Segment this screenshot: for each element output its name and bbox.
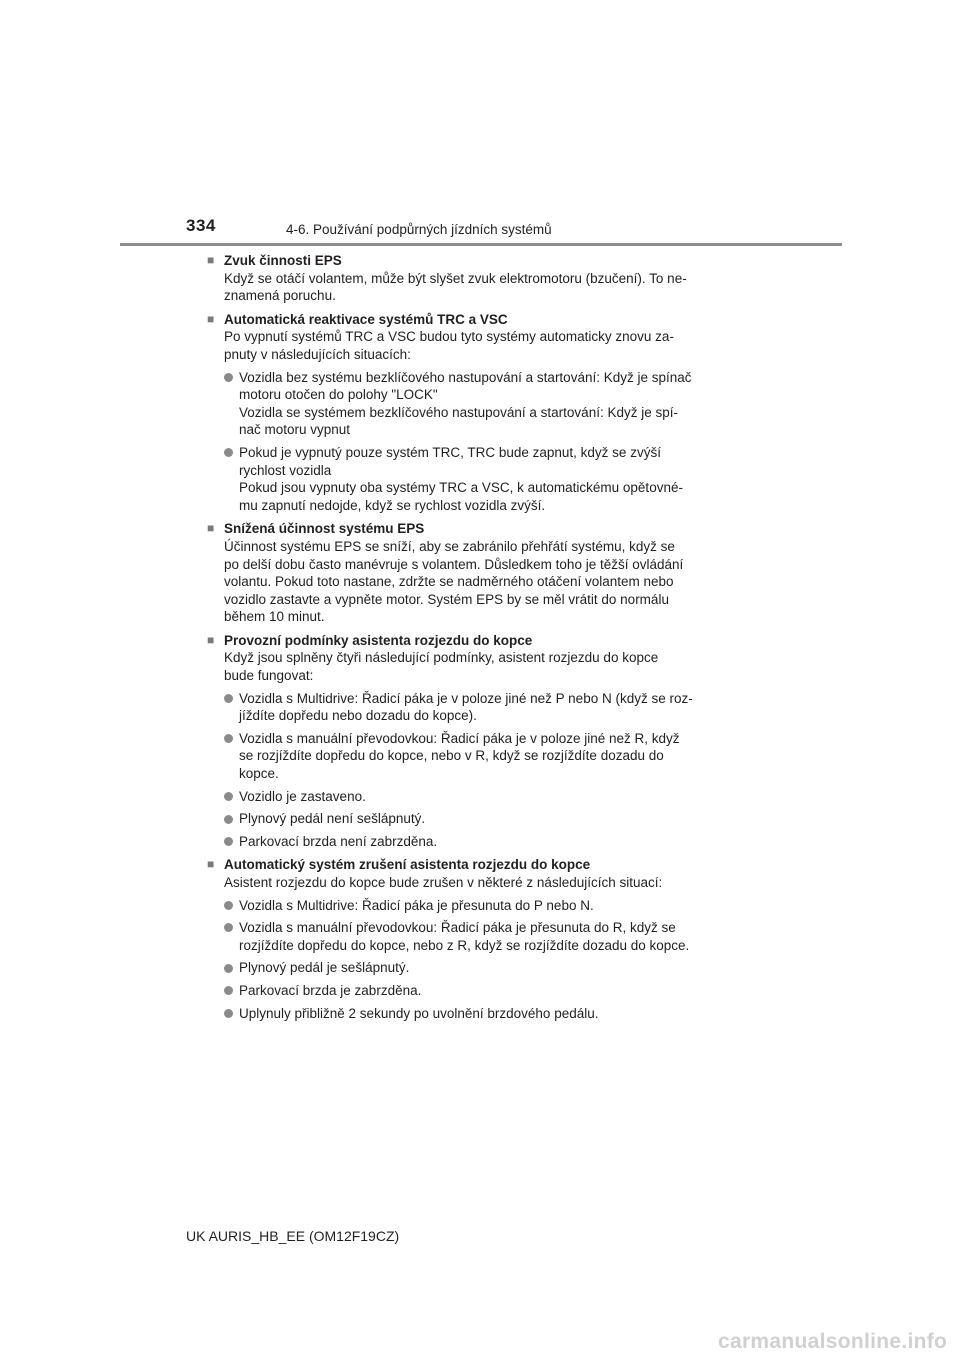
section-paragraph: Když se otáčí volantem, může být slyšet zvuk elektromotoru (bzučení). To ne- znamená poruchu. — [224, 270, 687, 304]
section-heading — [207, 520, 754, 538]
circle-bullet-icon — [224, 919, 235, 937]
section-heading — [207, 632, 754, 650]
square-bullet-icon: ■ — [207, 253, 215, 267]
section-body — [207, 874, 754, 1022]
list-item — [224, 833, 754, 851]
circle-bullet-icon — [224, 897, 235, 915]
section-body — [207, 538, 754, 626]
list-item-text: Uplynuly přibližně 2 sekundy po uvolnění brzdového pedálu. — [239, 1005, 599, 1021]
list-item-text: Vozidla s Multidrive: Řadicí páka je v poloze jiné než P nebo N (když se roz- jíždíte dopředu nebo dozadu do kopce). — [239, 690, 693, 724]
square-bullet-icon: ■ — [207, 857, 215, 872]
section-body — [207, 270, 754, 305]
list-item — [224, 690, 754, 725]
list-item — [224, 982, 754, 1000]
circle-bullet-icon — [224, 1005, 235, 1023]
manual-code: UK AURIS_HB_EE (OM12F19CZ) — [186, 1228, 400, 1244]
section-heading-text: Provozní podmínky asistenta rozjezdu do kopce — [224, 632, 533, 648]
manual-section — [207, 856, 754, 1022]
section-heading-text: Zvuk činnosti EPS — [224, 253, 342, 268]
list-item — [224, 444, 754, 514]
section-paragraph: Účinnost systému EPS se sníží, aby se zabránilo přehřátí systému, když se po delší dobu často manévruje s volantem. Důsledkem toho je těžší ovládání volantu. Pokud toto nastane, zdržte se nadměrného otáčení volantem nebo vozidlo zastavte a vypněte motor. Systém EPS by se měl vrátit do normálu během 10 minut. — [224, 538, 684, 625]
section-heading — [207, 311, 754, 329]
circle-bullet-icon — [224, 833, 235, 851]
manual-section — [207, 252, 754, 305]
manual-content — [207, 252, 754, 1028]
list-item-text: Plynový pedál není sešlápnutý. — [239, 811, 426, 827]
page-number: 334 — [186, 216, 216, 235]
circle-bullet-icon — [224, 369, 235, 387]
list-item-text: Vozidla s Multidrive: Řadicí páka je přesunuta do P nebo N. — [239, 897, 594, 913]
header-divider — [120, 243, 842, 246]
list-item — [224, 959, 754, 977]
circle-bullet-icon — [224, 788, 235, 806]
section-paragraph: Asistent rozjezdu do kopce bude zrušen v některé z následujících situací: — [224, 875, 663, 890]
list-item-text: Pokud je vypnutý pouze systém TRC, TRC bude zapnut, když se zvýší rychlost vozidla Pokud jsou vypnuty oba systémy TRC a VSC, k automatickému opětovné- mu zapnutí nedojde, když se rychlost vozidla zvýší. — [239, 444, 683, 513]
circle-bullet-icon — [224, 982, 235, 1000]
manual-section — [207, 311, 754, 515]
section-body — [207, 649, 754, 850]
section-heading-text: Automatická reaktivace systémů TRC a VSC — [224, 311, 508, 327]
circle-bullet-icon — [224, 444, 235, 462]
list-item-text: Parkovací brzda není zabrzděna. — [239, 833, 438, 849]
section-heading-text: Snížená účinnost systému EPS — [224, 521, 425, 537]
manual-section — [207, 632, 754, 851]
list-item-text: Vozidla s manuální převodovkou: Řadicí páka je v poloze jiné než R, když se rozjíždíte dopředu do kopce, nebo v R, když se rozjíždíte dozadu do kopce. — [239, 730, 680, 782]
circle-bullet-icon — [224, 959, 235, 977]
circle-bullet-icon — [224, 690, 235, 708]
section-heading — [207, 252, 754, 270]
section-heading — [207, 856, 754, 874]
watermark: carmanualsonline.info — [718, 1330, 948, 1353]
square-bullet-icon: ■ — [207, 521, 215, 536]
section-heading-text: Automatický systém zrušení asistenta rozjezdu do kopce — [224, 857, 591, 873]
list-item-text: Vozidla s manuální převodovkou: Řadicí páka je přesunuta do R, když se rozjíždíte dopředu do kopce, nebo z R, když se rozjíždíte dozadu do kopce. — [239, 920, 690, 953]
square-bullet-icon: ■ — [207, 311, 215, 326]
list-item-text: Vozidlo je zastaveno. — [239, 788, 366, 804]
list-item-text: Plynový pedál je sešlápnutý. — [239, 960, 410, 976]
section-paragraph: Po vypnutí systémů TRC a VSC budou tyto systémy automaticky znovu za- pnuty v následujících situacích: — [224, 329, 674, 362]
list-item — [224, 1005, 754, 1023]
list-item — [224, 897, 754, 915]
circle-bullet-icon — [224, 810, 235, 828]
list-item-text: Vozidla bez systému bezklíčového nastupování a startování: Když je spínač motoru otočen do polohy "LOCK" Vozidla se systémem bezklíčového nastupování a startování: Když je spí- nač motoru vypnut — [239, 369, 692, 438]
circle-bullet-icon — [224, 730, 235, 748]
section-paragraph: Když jsou splněny čtyři následující podmínky, asistent rozjezdu do kopce bude fungovat: — [224, 650, 659, 684]
list-item-text: Parkovací brzda je zabrzděna. — [239, 982, 422, 998]
section-title: 4-6. Používání podpůrných jízdních systémů — [286, 222, 552, 237]
list-item — [224, 730, 754, 783]
square-bullet-icon: ■ — [207, 632, 215, 647]
list-item — [224, 919, 754, 954]
list-item — [224, 788, 754, 806]
list-item — [224, 810, 754, 828]
manual-section — [207, 520, 754, 626]
section-body — [207, 328, 754, 514]
list-item — [224, 369, 754, 439]
